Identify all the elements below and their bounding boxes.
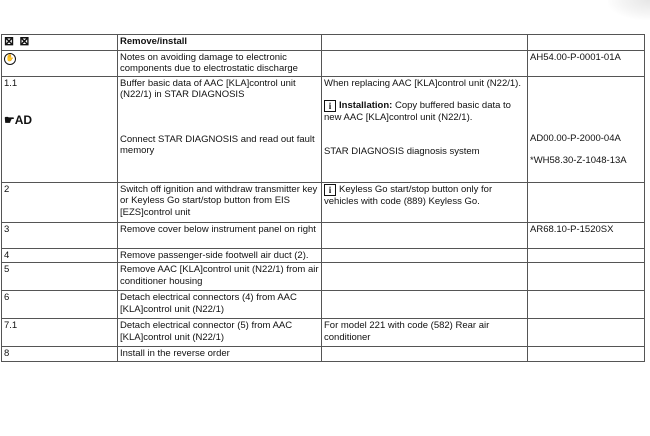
table-row xyxy=(2,182,645,222)
action-cell: Switch off ignition and withdraw transmitter key or Keyless Go start/stop button from EIS [EZS]control unit xyxy=(118,182,322,222)
step-number: 3 xyxy=(2,222,118,248)
note-cell: For model 221 with code (582) Rear air conditioner xyxy=(322,319,528,347)
step-number: 6 xyxy=(2,291,118,319)
reference-cell xyxy=(528,76,645,182)
info-icon: i xyxy=(324,184,336,196)
action-cell: Remove passenger-side footwell air duct (2). xyxy=(118,248,322,263)
step-number: 5 xyxy=(2,263,118,291)
note-cell xyxy=(322,263,528,291)
step-number: 8 xyxy=(2,347,118,362)
action-text: Buffer basic data of AAC [KLA]control unit (N22/1) in STAR DIAGNOSIS xyxy=(120,77,296,100)
note-cell xyxy=(322,291,528,319)
table-row xyxy=(2,222,645,248)
reference-link[interactable]: AH54.00-P-0001-01A xyxy=(528,50,645,76)
step-number: 7.1 xyxy=(2,319,118,347)
note-text: Copy buffered basic data to new AAC [KLA]control unit (N22/1). xyxy=(324,100,511,123)
table-row xyxy=(2,347,645,362)
note-text: When replacing AAC [KLA]control unit (N22/1). xyxy=(324,77,521,89)
action-cell: Remove cover below instrument panel on right xyxy=(118,222,322,248)
table-row xyxy=(2,50,645,76)
table-row xyxy=(2,291,645,319)
corner-shade xyxy=(608,0,650,20)
action-cell: Install in the reverse order xyxy=(118,347,322,362)
action-cell: Remove AAC [KLA]control unit (N22/1) from air conditioner housing xyxy=(118,263,322,291)
tool-icon: ☛AD xyxy=(4,113,33,127)
reference-link[interactable]: AR68.10-P-1520SX xyxy=(528,222,645,248)
action-cell: Detach electrical connector (5) from AAC [KLA]control unit (N22/1) xyxy=(118,319,322,347)
step-cell xyxy=(2,50,118,76)
expand-collapse-icons[interactable]: ⊠ ⊠ xyxy=(4,34,31,48)
table-header-row xyxy=(2,35,645,51)
note-cell xyxy=(322,248,528,263)
header-icons-cell xyxy=(2,35,118,51)
table-row xyxy=(2,263,645,291)
header-empty-cell xyxy=(322,35,528,51)
step-number: 2 xyxy=(2,182,118,222)
table-row xyxy=(2,76,645,182)
action-text: Connect STAR DIAGNOSIS and read out fault memory xyxy=(120,133,315,156)
action-cell xyxy=(118,76,322,182)
header-title: Remove/install xyxy=(118,35,322,51)
note-text: STAR DIAGNOSIS diagnosis system xyxy=(324,145,480,157)
note-cell xyxy=(322,222,528,248)
step-number: 1.1 xyxy=(4,77,18,89)
note-cell xyxy=(322,347,528,362)
action-cell: Detach electrical connectors (4) from AAC [KLA]control unit (N22/1) xyxy=(118,291,322,319)
step-number: 4 xyxy=(2,248,118,263)
table-row xyxy=(2,248,645,263)
note-cell xyxy=(322,50,528,76)
reference-cell xyxy=(528,291,645,319)
reference-cell xyxy=(528,182,645,222)
note-label: Installation: xyxy=(339,100,393,111)
procedure-table xyxy=(1,34,645,362)
note-cell: i Keyless Go start/stop button only for vehicles with code (889) Keyless Go. xyxy=(322,182,528,222)
action-cell: Notes on avoiding damage to electronic components due to electrostatic discharge xyxy=(118,50,322,76)
reference-cell xyxy=(528,248,645,263)
header-empty-cell xyxy=(528,35,645,51)
reference-cell xyxy=(528,319,645,347)
reference-cell xyxy=(528,263,645,291)
step-cell xyxy=(2,76,118,182)
reference-link[interactable]: AD00.00-P-2000-04A xyxy=(530,132,621,144)
table-row xyxy=(2,319,645,347)
esd-warning-icon: ✋ xyxy=(4,53,16,65)
reference-link[interactable]: *WH58.30-Z-1048-13A xyxy=(530,155,627,166)
reference-cell xyxy=(528,347,645,362)
note-cell xyxy=(322,76,528,182)
info-icon: i xyxy=(324,100,336,112)
